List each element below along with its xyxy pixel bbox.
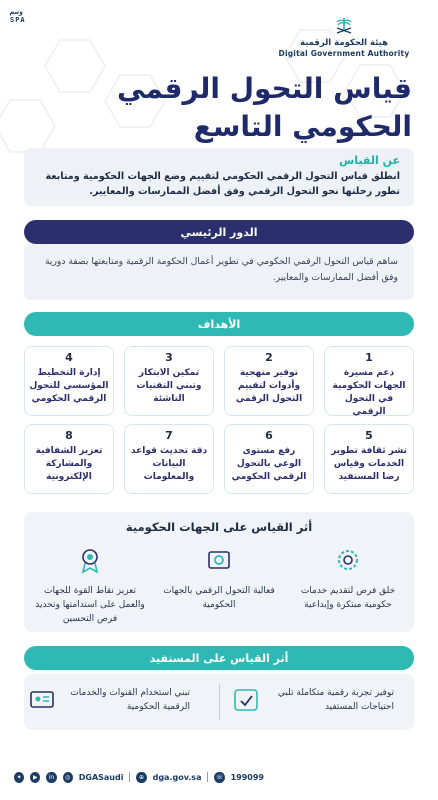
about-text: انطلق قياس التحول الرقمي الحكومي لتقييم وضع الجهات الحكومية ومتابعة تطور رحلتها نحو التحول الرقمي وفق أفضل الممارسات والمعايير. [45, 171, 400, 197]
website-link[interactable]: dga.gov.sa [152, 772, 202, 782]
innovation-gear-icon [334, 546, 362, 574]
impact-gov-heading: أثر القياس على الجهات الحكومية [125, 520, 313, 534]
palm-swords-emblem-icon [333, 16, 355, 36]
goals-grid [24, 346, 414, 496]
goal-text: تعزيز الشفافية والمشاركة الإلكترونية [35, 446, 103, 482]
social-handle[interactable]: DGASaudi [78, 772, 124, 782]
goal-card-4 [24, 346, 114, 416]
goal-card-7 [124, 424, 214, 494]
impact-gov-text: فعالية التحول الرقمي بالجهات الحكومية [163, 586, 275, 610]
impact-ben-divider [219, 684, 220, 720]
goal-card-2 [224, 346, 314, 416]
goal-number: 5 [365, 429, 373, 442]
impact-ben-heading-bar [24, 646, 414, 670]
linkedin-icon[interactable]: in [46, 772, 56, 783]
role-heading: الدور الرئيسي [180, 225, 258, 239]
page-title-line-1: قياس التحول الرقمي [117, 72, 412, 105]
goal-text: دقة تحديث قواعد البيانات والمعلومات [130, 446, 208, 482]
goal-text: نشر ثقافة تطوير الخدمات وقياس رضا المستفيد [331, 446, 407, 482]
integrated-experience-icon [232, 686, 260, 714]
impact-gov-item-2 [159, 546, 279, 612]
award-medal-icon [76, 546, 104, 574]
goals-heading: الأهداف [197, 317, 241, 331]
goal-card-8 [24, 424, 114, 494]
role-text: ساهم قياس التحول الرقمي الحكومي في تطوير أعمال الحكومة الرقمية ومتابعتها بصفة دورية وفق أفضل الممارسات والمعايير. [24, 244, 414, 300]
goal-card-3 [124, 346, 214, 416]
impact-ben-item-1 [232, 686, 402, 714]
phone-icon: ☏ [215, 773, 224, 781]
impact-gov-item-3 [30, 546, 150, 626]
footer-separator [207, 772, 208, 782]
goal-number: 2 [265, 351, 273, 364]
goal-text: دعم مسيرة الجهات الحكومية في التحول الرقمي [332, 368, 406, 417]
goal-number: 8 [65, 429, 73, 442]
goal-card-5 [324, 424, 414, 494]
goal-number: 1 [365, 351, 373, 364]
spa-logo [10, 8, 34, 22]
efficiency-meter-icon [205, 546, 233, 574]
goal-card-6 [224, 424, 314, 494]
youtube-icon[interactable]: ▶ [30, 772, 40, 783]
org-name-arabic: هيئة الحكومة الرقمية [299, 38, 389, 48]
impact-gov-text: تعزيز نقاط القوة للجهات والعمل على استدامتها وتحديد فرص التحسين [35, 586, 145, 624]
impact-ben-text: تبني استخدام القنوات والخدمات الرقمية الحكومية [70, 688, 190, 712]
goal-number: 6 [265, 429, 273, 442]
impact-gov-text: خلق فرص لتقديم خدمات حكومية مبتكرة وإبداعية [300, 586, 396, 610]
footer [14, 770, 264, 784]
impact-ben-item-2 [28, 686, 198, 714]
impact-gov-item-1 [288, 546, 408, 612]
phone-number[interactable]: 199099 [230, 772, 264, 782]
dga-logo [264, 16, 424, 58]
goal-number: 4 [65, 351, 73, 364]
page-title [92, 70, 412, 146]
impact-ben-heading: أثر القياس على المستفيد [149, 651, 289, 665]
goal-text: إدارة التخطيط المؤسسي للتحول الرقمي الحكومي [29, 368, 109, 404]
goals-heading-bar [24, 312, 414, 336]
spa-logo-text: وسم SPA [10, 8, 26, 24]
goal-text: رفع مستوى الوعي بالتحول الرقمي الحكومي [231, 446, 307, 482]
goal-text: توفير منهجية وأدوات لتقييم التحول الرقمي [235, 368, 303, 404]
role-heading-bar [24, 220, 414, 244]
footer-separator [129, 772, 130, 782]
globe-icon: ⊕ [136, 772, 146, 783]
digital-channels-icon [28, 686, 56, 714]
instagram-icon[interactable]: ◎ [63, 772, 73, 783]
org-name-english: Digital Government Authority [278, 49, 410, 58]
goal-text: تمكين الابتكار وتبني التقنيات الناشئة [136, 368, 202, 404]
goal-number: 3 [165, 351, 173, 364]
about-heading: عن القياس [339, 154, 400, 167]
goal-card-1 [324, 346, 414, 416]
goal-number: 7 [165, 429, 173, 442]
about-section [24, 148, 414, 206]
impact-ben-text: توفير تجربة رقمية متكاملة تلبي احتياجات المستفيد [277, 688, 394, 712]
page-title-line-2: الحكومي التاسع [193, 110, 412, 143]
twitter-icon[interactable]: ✦ [14, 772, 24, 783]
